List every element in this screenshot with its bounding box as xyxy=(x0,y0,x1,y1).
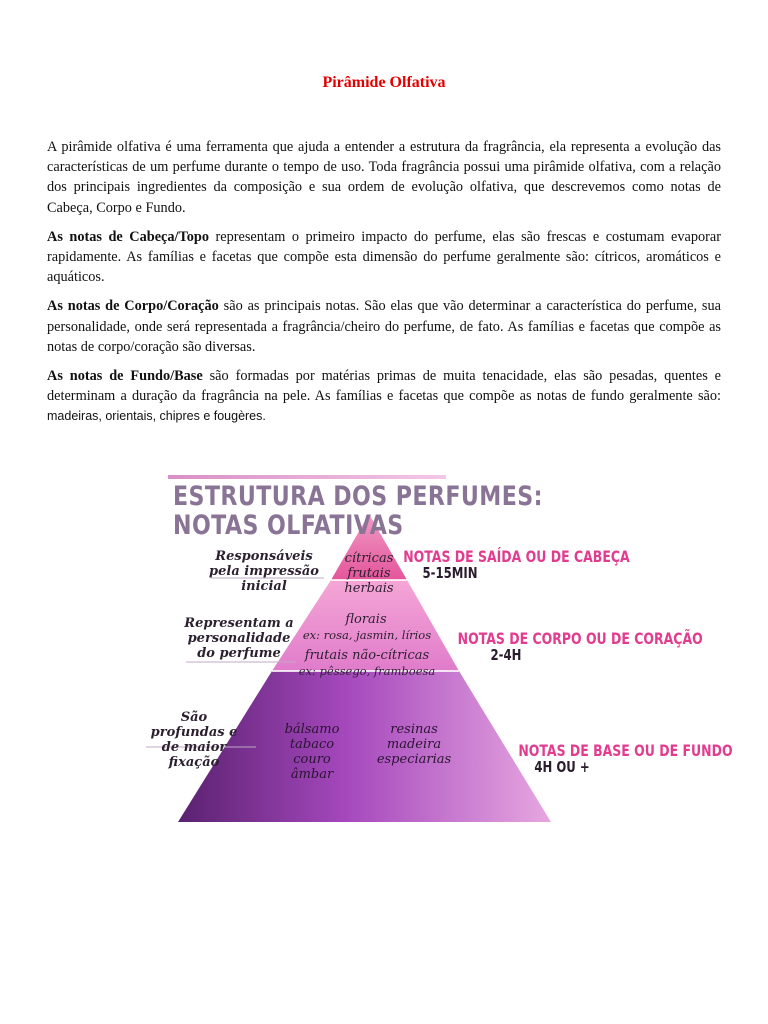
top-tier-items: cítricas frutais herbais xyxy=(344,551,394,596)
top-tier-duration: 5-15MIN xyxy=(422,564,478,582)
page-title: Pirâmide Olfativa xyxy=(322,74,446,91)
middle-tier-note: Representam a personalidade do perfume xyxy=(184,616,294,661)
middle-tier-label-heading: NOTAS DE CORPO OU DE CORAÇÃO xyxy=(457,629,703,648)
middle-tier-florais: florais xyxy=(345,612,387,627)
top-tier-label-heading: NOTAS DE SAÍDA OU DE CABEÇA xyxy=(403,547,630,566)
top-tier-note: Responsáveis pela impressão inicial xyxy=(209,549,319,594)
bottom-tier-items-right: resinas madeira especiarias xyxy=(376,722,452,767)
intro-paragraph: A pirâmide olfativa é uma ferramenta que ajuda a entender a estrutura da fragrância, ela representa a evolução das características de um perfume durante o tempo de uso. Toda fragrância possui uma pirâmide olfativa, com a relação dos principais ingredientes da composição e sua ordem de evolução olfativa, que descrevemos como notas de Cabeça, Corpo e Fundo. xyxy=(47,139,721,216)
body-notes-paragraph xyxy=(47,296,721,357)
middle-tier-label xyxy=(457,629,703,664)
middle-tier-frutais: frutais não-cítricas xyxy=(304,648,430,663)
middle-tier-duration: 2-4H xyxy=(490,646,522,664)
olfactory-pyramid-figure xyxy=(146,472,733,824)
bottom-tier-duration: 4H OU + xyxy=(534,758,590,776)
head-notes-paragraph xyxy=(47,227,721,288)
middle-tier-frutais-example: ex: pêssego, framboesa xyxy=(298,664,436,678)
bottom-tier-label-heading: NOTAS DE BASE OU DE FUNDO xyxy=(518,741,733,760)
base-notes-families: madeiras, orientais, chipres e fougères. xyxy=(47,409,266,424)
head-notes-text: representam o primeiro impacto do perfume, elas são frescas e costumam evaporar rapidamente. As famílias e facetas que compõe esta dimensão do perfume geralmente são: cítricos, aromáticos e aquáticos. xyxy=(47,228,721,286)
document-body xyxy=(47,137,721,436)
base-notes-paragraph xyxy=(47,366,721,427)
figure-title-line2: NOTAS OLFATIVAS xyxy=(173,510,404,541)
bottom-tier-label xyxy=(518,741,733,776)
middle-tier-florais-example: ex: rosa, jasmin, lírios xyxy=(302,628,432,642)
body-notes-heading: As notas de Corpo/Coração xyxy=(47,298,219,315)
body-notes-text: são as principais notas. São elas que vão determinar a característica do perfume, sua personalidade, onde será representada a fragrância/cheiro do perfume, de fato. As famílias e facetas que compõe as notas de corpo/coração são diversas. xyxy=(47,298,721,355)
bottom-tier-items-left: bálsamo tabaco couro âmbar xyxy=(284,722,340,782)
head-notes-heading: As notas de Cabeça/Topo xyxy=(47,228,209,245)
figure-title-line1: ESTRUTURA DOS PERFUMES: xyxy=(173,481,543,512)
top-tier-label xyxy=(403,547,630,582)
base-notes-text: são formadas por matérias primas de muita tenacidade, elas são pesadas, quentes e determinam a duração da fragrância na pele. As famílias e facetas que compõe as notas de fundo geralmente são: xyxy=(47,368,721,405)
title-bar-top xyxy=(168,475,446,479)
base-notes-heading: As notas de Fundo/Base xyxy=(47,368,203,385)
bottom-tier-note: São profundas e de maior fixação xyxy=(150,710,238,770)
